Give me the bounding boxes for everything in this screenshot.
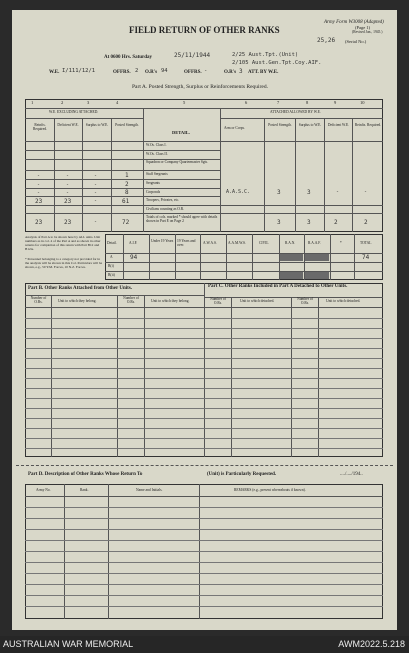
redaction-mark (280, 254, 303, 261)
detail-wo1: W.Os. Class I. (146, 143, 167, 147)
detail-civilians: Civilians counting as O.R. (146, 207, 185, 211)
detail-staff-sergeants: Staff Sergeants (146, 172, 168, 176)
page-number: (Page 1) (355, 25, 371, 30)
unit-name-1: 2/25 Aust.Tpt.(Unit) (232, 52, 299, 58)
cell-value: - (336, 189, 340, 195)
detail-cqms: Squadron or Company Quartermaster Sgts. (146, 160, 208, 164)
we-excluding-header: W.E. EXCLUDING ATTACHED. (49, 110, 99, 114)
archive-accession-number: AWM2022.5.218 (338, 639, 405, 649)
breakdown-header: A.I.F. (129, 241, 138, 245)
cell-value: - (364, 189, 368, 195)
revised-date: (Revised Jan., 1945.) (352, 30, 383, 34)
or-value: 94 (161, 68, 168, 74)
detail-sergeants: Sergeants (146, 181, 160, 185)
unit-name-2: 2/105 Aust.Gen.Tpt.Coy.AIF. (232, 60, 322, 66)
header-surplus: Surplus to W.E. (85, 123, 109, 127)
part-d-header: Army No. (36, 488, 51, 492)
header-att-deficient: Deficient W.E. (327, 123, 350, 127)
attached-arm-corps: A.A.S.C. (226, 189, 251, 195)
part-b-header: Unit to which they belong. (151, 299, 190, 303)
part-b-title: Part B. Other Ranks Attached from Other Units. (28, 286, 133, 291)
part-d-title-unit: (Unit) is Particularly Requested. (207, 472, 277, 477)
serial-label: (Serial No.) (345, 39, 367, 44)
return-date: 25/11/1944 (174, 52, 211, 59)
header-att-surplus: Surplus to W.E. (298, 123, 322, 127)
or-label: O.R's (145, 70, 158, 75)
breakdown-header: 19 Years and over. (177, 239, 196, 247)
header-posted-strength: Posted Strength. (115, 123, 139, 127)
col-number: 1 (31, 100, 34, 105)
cell-value: 3 (277, 219, 281, 226)
cell-value: 72 (122, 219, 130, 226)
part-d-title: Part D. Description of Other Ranks Whose Return To (28, 472, 143, 477)
part-c-header: Number of O.Rs. (297, 297, 313, 305)
part-c-header: Unit to which detached. (326, 299, 361, 303)
header-reinforcements: Reinfts. Required. (32, 123, 48, 131)
offrs-label: OFFRS. (113, 70, 131, 75)
breakdown-header: R.A.A.F. (308, 241, 321, 245)
cell-value: - (94, 219, 98, 225)
header-att-reinforcements: Reinfts. Required. (354, 123, 382, 127)
part-d-date: ..../..../194.. (340, 472, 363, 477)
archive-footer (0, 636, 409, 653)
breakdown-header: * (340, 241, 342, 245)
redaction-mark (305, 272, 329, 279)
part-d-header: Rank. (80, 488, 89, 492)
col-number: 7 (277, 100, 280, 105)
cell-value: - (37, 190, 41, 196)
header-detail: DETAIL. (172, 130, 191, 135)
redaction-mark (280, 272, 303, 279)
cell-value: - (94, 198, 98, 204)
personnel-note: * Personnel belonging to a category not provided for in the analysis will be shown in this Col. Particulars will be shown, e.g., 50 Y.M. Forces, 10 N.Z. Forces. (25, 257, 103, 269)
breakdown-header: A.W.A.S. (203, 241, 217, 245)
part-d-header: REMARKS (e.g., present whereabouts if known). (234, 488, 306, 492)
col-number: 6 (245, 100, 248, 105)
col-number: 2 (61, 100, 64, 105)
cell-value: 3 (277, 189, 281, 196)
offrs2-value: - (204, 68, 208, 74)
detail-wo2: W.Os. Class II. (146, 152, 168, 156)
breakdown-header: Detail. (107, 241, 117, 245)
at-line: At 0600 Hrs. Saturday (104, 55, 153, 60)
col-number: 3 (87, 100, 90, 105)
cell-value: 3 (307, 219, 311, 226)
detail-privates: Troopers, Privates, etc. (146, 198, 180, 202)
cell-value: 3 (307, 189, 311, 196)
we-label: W.E. (49, 70, 60, 75)
col-number: 5 (183, 100, 186, 105)
breakdown-row-label: B(ii) (108, 273, 115, 277)
breakdown-row-label: B(i) (108, 264, 114, 268)
cell-value: - (66, 182, 70, 188)
part-a-title: Part A. Posted Strength, Surplus or Reinforcements Required. (132, 84, 268, 90)
col-number: 9 (334, 100, 337, 105)
cell-value: 2 (364, 219, 368, 226)
detail-totals: Totals of cols. marked * should agree with details shown in Part E on Page 2 (146, 215, 218, 224)
header-arm-corps: Arm or Corps. (224, 126, 245, 130)
cell-value: 23 (35, 219, 43, 226)
cell-value: 8 (125, 189, 129, 196)
cell-value: - (94, 173, 98, 179)
breakdown-header: CIVIL (259, 241, 269, 245)
cell-value: 2 (125, 181, 129, 188)
col-number: 10 (360, 100, 365, 105)
offrs2-label: OFFRS. (184, 70, 202, 75)
or2-value: 3 (239, 68, 243, 75)
we-value: I/111/12/1 (62, 68, 96, 74)
header-deficient: Deficient W.E. (57, 123, 79, 127)
att-label: ATT. BY W.E. (248, 70, 279, 75)
breakdown-row-label: A (110, 255, 113, 259)
offrs-value: 2 (135, 68, 139, 74)
cell-value: 61 (122, 198, 130, 205)
cell-value: 2 (334, 219, 338, 226)
redaction-mark (305, 254, 329, 261)
cell-value: - (94, 182, 98, 188)
or2-label: O.R's (224, 70, 237, 75)
form-title: FIELD RETURN OF OTHER RANKS (129, 25, 280, 35)
part-c-header: Number of O.Rs. (210, 297, 226, 305)
cell-value: - (66, 173, 70, 179)
col-number: 4 (116, 100, 119, 105)
cell-value: 23 (64, 219, 72, 226)
aif-value: 94 (130, 254, 138, 261)
part-b-header: Unit to which they belong. (58, 299, 97, 303)
attached-allowed-header: ATTACHED ALLOWED BY W.E. (270, 110, 321, 114)
cell-value: 23 (35, 198, 43, 205)
part-b-header: Number of O.Rs. (30, 296, 47, 304)
tear-line (16, 465, 393, 466)
cell-value: - (66, 190, 70, 196)
part-d-header: Name and Initials. (136, 488, 163, 492)
cell-value: - (37, 182, 41, 188)
breakdown-header: R.A.N. (285, 241, 296, 245)
breakdown-header: TOTAL (360, 241, 372, 245)
header-att-posted: Posted Strength. (268, 123, 292, 127)
analysis-note: Analysis of Part A to be shown here by ALL units. Unit numbers as in col. 4 of the Part A and as shown in other returns for completion of this return with Part B12 and B12A. (25, 235, 101, 251)
breakdown-header: Under 19 Years (151, 239, 174, 243)
cell-value: - (94, 190, 98, 196)
breakdown-header: A.A.M.W.S. (228, 241, 246, 245)
cell-value: 23 (64, 198, 72, 205)
archive-name: AUSTRALIAN WAR MEMORIAL (3, 639, 134, 649)
part-c-header: Unit to which detached. (240, 299, 275, 303)
detail-corporals: Corporals (146, 190, 161, 194)
col-number: 8 (306, 100, 309, 105)
total-value: 74 (362, 254, 370, 261)
army-form-number: Army Form W3008 (Adapted) (324, 20, 384, 25)
cell-value: 1 (125, 172, 129, 179)
part-b-header: Number of O.Rs. (123, 296, 139, 304)
serial-value: 25,26 (317, 37, 336, 44)
form-page (12, 10, 397, 630)
part-c-title: Part C. Other Ranks Included in Part A Detached to Other Units. (208, 284, 348, 289)
cell-value: - (37, 173, 41, 179)
